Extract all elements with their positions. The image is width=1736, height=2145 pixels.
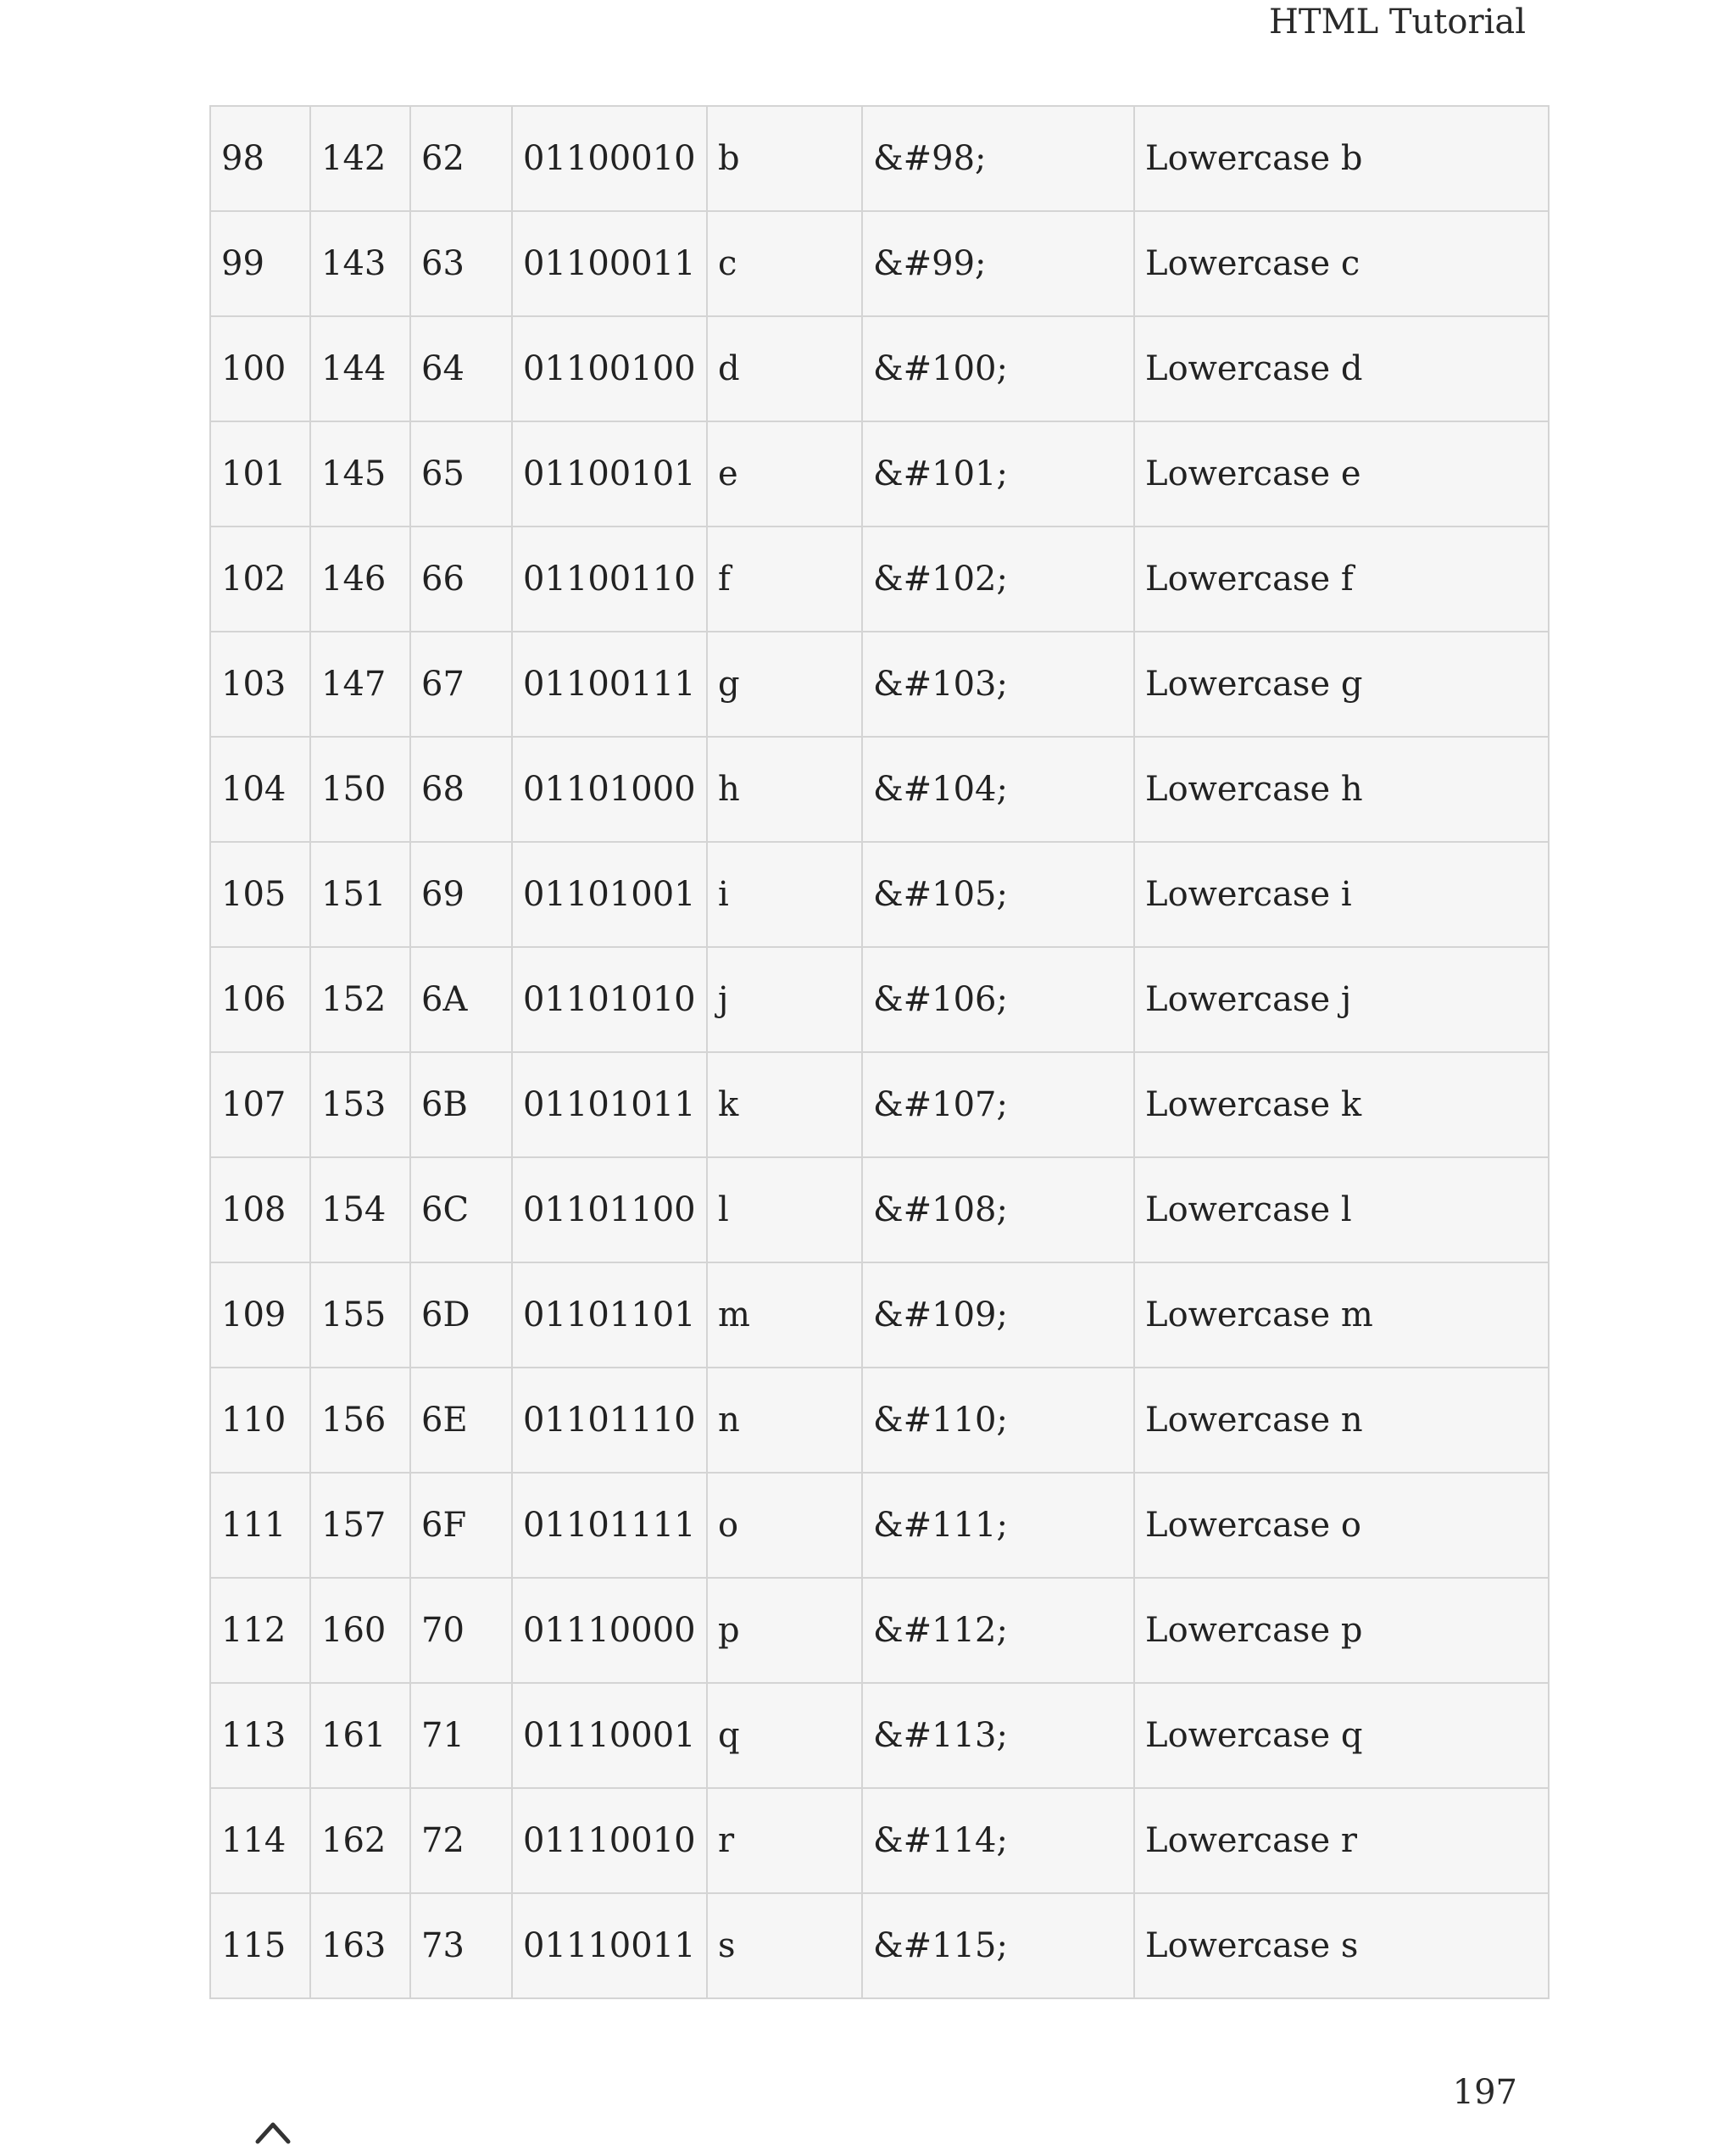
html-number-cell: &#103; (862, 632, 1134, 737)
table-row (210, 1157, 1549, 1262)
ascii-character-table (209, 105, 1550, 1999)
binary-cell: 01101000 (512, 737, 707, 842)
symbol-cell: b (707, 106, 862, 211)
binary-cell: 01110000 (512, 1578, 707, 1683)
binary-cell: 01110010 (512, 1788, 707, 1893)
octal-cell: 152 (310, 947, 410, 1052)
symbol-cell: c (707, 211, 862, 316)
table-row (210, 1578, 1549, 1683)
hex-cell: 64 (410, 316, 512, 421)
table-row (210, 947, 1549, 1052)
binary-cell: 01110011 (512, 1893, 707, 1998)
html-number-cell: &#110; (862, 1368, 1134, 1473)
decimal-cell: 108 (210, 1157, 310, 1262)
table-row (210, 1893, 1549, 1998)
description-cell: Lowercase q (1134, 1683, 1549, 1788)
html-number-cell: &#108; (862, 1157, 1134, 1262)
decimal-cell: 114 (210, 1788, 310, 1893)
description-cell: Lowercase p (1134, 1578, 1549, 1683)
octal-cell: 144 (310, 316, 410, 421)
symbol-cell: l (707, 1157, 862, 1262)
symbol-cell: j (707, 947, 862, 1052)
hex-cell: 6B (410, 1052, 512, 1157)
table-row (210, 421, 1549, 526)
symbol-cell: o (707, 1473, 862, 1578)
decimal-cell: 112 (210, 1578, 310, 1683)
decimal-cell: 109 (210, 1262, 310, 1368)
table-row (210, 211, 1549, 316)
table-row (210, 526, 1549, 632)
symbol-cell: n (707, 1368, 862, 1473)
description-cell: Lowercase n (1134, 1368, 1549, 1473)
hex-cell: 68 (410, 737, 512, 842)
binary-cell: 01101110 (512, 1368, 707, 1473)
html-number-cell: &#106; (862, 947, 1134, 1052)
table-row (210, 316, 1549, 421)
octal-cell: 151 (310, 842, 410, 947)
description-cell: Lowercase f (1134, 526, 1549, 632)
table-row (210, 1788, 1549, 1893)
html-number-cell: &#102; (862, 526, 1134, 632)
decimal-cell: 103 (210, 632, 310, 737)
page-number: 197 (1452, 2073, 1517, 2112)
description-cell: Lowercase o (1134, 1473, 1549, 1578)
decimal-cell: 106 (210, 947, 310, 1052)
hex-cell: 6E (410, 1368, 512, 1473)
binary-cell: 01110001 (512, 1683, 707, 1788)
description-cell: Lowercase m (1134, 1262, 1549, 1368)
description-cell: Lowercase d (1134, 316, 1549, 421)
hex-cell: 70 (410, 1578, 512, 1683)
html-number-cell: &#107; (862, 1052, 1134, 1157)
decimal-cell: 100 (210, 316, 310, 421)
symbol-cell: h (707, 737, 862, 842)
table-row (210, 106, 1549, 211)
html-number-cell: &#105; (862, 842, 1134, 947)
symbol-cell: s (707, 1893, 862, 1998)
octal-cell: 150 (310, 737, 410, 842)
symbol-cell: e (707, 421, 862, 526)
chevron-up-icon[interactable] (254, 2120, 292, 2145)
html-number-cell: &#114; (862, 1788, 1134, 1893)
binary-cell: 01100110 (512, 526, 707, 632)
decimal-cell: 104 (210, 737, 310, 842)
table-row (210, 1368, 1549, 1473)
octal-cell: 157 (310, 1473, 410, 1578)
hex-cell: 6C (410, 1157, 512, 1262)
description-cell: Lowercase g (1134, 632, 1549, 737)
binary-cell: 01100011 (512, 211, 707, 316)
octal-cell: 163 (310, 1893, 410, 1998)
table-row (210, 1473, 1549, 1578)
symbol-cell: f (707, 526, 862, 632)
hex-cell: 63 (410, 211, 512, 316)
octal-cell: 147 (310, 632, 410, 737)
octal-cell: 145 (310, 421, 410, 526)
description-cell: Lowercase r (1134, 1788, 1549, 1893)
binary-cell: 01100111 (512, 632, 707, 737)
binary-cell: 01100010 (512, 106, 707, 211)
hex-cell: 62 (410, 106, 512, 211)
table-row (210, 737, 1549, 842)
decimal-cell: 101 (210, 421, 310, 526)
binary-cell: 01100100 (512, 316, 707, 421)
hex-cell: 6D (410, 1262, 512, 1368)
html-number-cell: &#98; (862, 106, 1134, 211)
symbol-cell: p (707, 1578, 862, 1683)
html-number-cell: &#100; (862, 316, 1134, 421)
description-cell: Lowercase j (1134, 947, 1549, 1052)
description-cell: Lowercase c (1134, 211, 1549, 316)
decimal-cell: 111 (210, 1473, 310, 1578)
binary-cell: 01101100 (512, 1157, 707, 1262)
octal-cell: 162 (310, 1788, 410, 1893)
table-row (210, 842, 1549, 947)
table-row (210, 632, 1549, 737)
binary-cell: 01101101 (512, 1262, 707, 1368)
hex-cell: 67 (410, 632, 512, 737)
description-cell: Lowercase b (1134, 106, 1549, 211)
hex-cell: 6A (410, 947, 512, 1052)
binary-cell: 01101111 (512, 1473, 707, 1578)
description-cell: Lowercase l (1134, 1157, 1549, 1262)
description-cell: Lowercase h (1134, 737, 1549, 842)
decimal-cell: 115 (210, 1893, 310, 1998)
html-number-cell: &#104; (862, 737, 1134, 842)
octal-cell: 146 (310, 526, 410, 632)
octal-cell: 154 (310, 1157, 410, 1262)
table-body (210, 106, 1549, 1998)
decimal-cell: 98 (210, 106, 310, 211)
hex-cell: 73 (410, 1893, 512, 1998)
decimal-cell: 107 (210, 1052, 310, 1157)
table-row (210, 1262, 1549, 1368)
binary-cell: 01101001 (512, 842, 707, 947)
html-number-cell: &#109; (862, 1262, 1134, 1368)
hex-cell: 6F (410, 1473, 512, 1578)
html-number-cell: &#101; (862, 421, 1134, 526)
hex-cell: 65 (410, 421, 512, 526)
octal-cell: 142 (310, 106, 410, 211)
page-header-title: HTML Tutorial (1269, 3, 1526, 42)
symbol-cell: r (707, 1788, 862, 1893)
description-cell: Lowercase k (1134, 1052, 1549, 1157)
description-cell: Lowercase i (1134, 842, 1549, 947)
hex-cell: 69 (410, 842, 512, 947)
hex-cell: 66 (410, 526, 512, 632)
symbol-cell: i (707, 842, 862, 947)
binary-cell: 01101011 (512, 1052, 707, 1157)
decimal-cell: 105 (210, 842, 310, 947)
binary-cell: 01100101 (512, 421, 707, 526)
html-number-cell: &#115; (862, 1893, 1134, 1998)
octal-cell: 160 (310, 1578, 410, 1683)
decimal-cell: 99 (210, 211, 310, 316)
decimal-cell: 110 (210, 1368, 310, 1473)
decimal-cell: 102 (210, 526, 310, 632)
table-row (210, 1052, 1549, 1157)
symbol-cell: m (707, 1262, 862, 1368)
symbol-cell: k (707, 1052, 862, 1157)
decimal-cell: 113 (210, 1683, 310, 1788)
octal-cell: 161 (310, 1683, 410, 1788)
html-number-cell: &#99; (862, 211, 1134, 316)
html-number-cell: &#113; (862, 1683, 1134, 1788)
html-number-cell: &#112; (862, 1578, 1134, 1683)
symbol-cell: g (707, 632, 862, 737)
hex-cell: 71 (410, 1683, 512, 1788)
html-number-cell: &#111; (862, 1473, 1134, 1578)
octal-cell: 156 (310, 1368, 410, 1473)
description-cell: Lowercase s (1134, 1893, 1549, 1998)
description-cell: Lowercase e (1134, 421, 1549, 526)
octal-cell: 153 (310, 1052, 410, 1157)
symbol-cell: d (707, 316, 862, 421)
table-row (210, 1683, 1549, 1788)
octal-cell: 155 (310, 1262, 410, 1368)
hex-cell: 72 (410, 1788, 512, 1893)
symbol-cell: q (707, 1683, 862, 1788)
binary-cell: 01101010 (512, 947, 707, 1052)
octal-cell: 143 (310, 211, 410, 316)
